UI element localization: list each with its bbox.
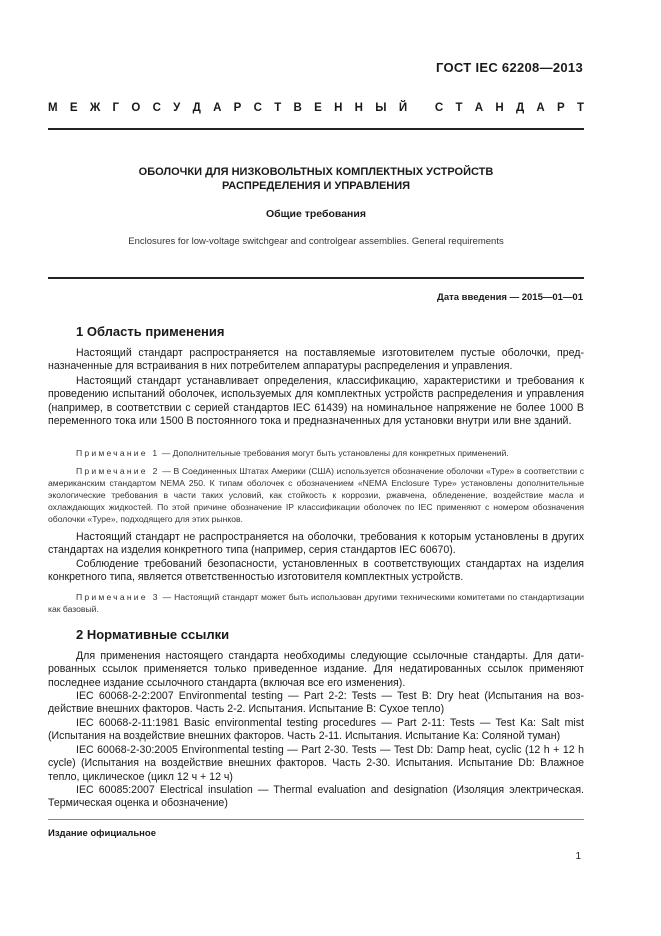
interstate-letter: Н bbox=[354, 102, 363, 114]
interstate-letter: А bbox=[536, 102, 545, 114]
interstate-letter: Ж bbox=[89, 102, 101, 114]
footer-rule bbox=[48, 819, 584, 820]
introduction-date: Дата введения — 2015—01—01 bbox=[437, 292, 583, 303]
section-1-paragraph-2: Настоящий стандарт устанавливает определения, классификацию, характеристики и требования к проведению испытаний оболочек, используемых для комплектных устройств распределения и управления (например, в соответствии с серией стандартов IEC 61439) на номинальное напряжение не более 1000 В переменного тока или 1500 В постоянного тока и предназначенных для установки внутри или вне зданий. bbox=[48, 375, 584, 427]
interstate-letter: Е bbox=[314, 102, 322, 114]
interstate-letter: А bbox=[213, 102, 222, 114]
interstate-letter: Т bbox=[576, 102, 584, 114]
section-2-paragraph-1: Для применения настоящего стандарта необходимы следующие ссылочные стандарты. Для датированных ссылок применяется только приведенное издание. Для недатированных ссылок применяют последнее издание ссылочного стандарта (включая все его изменения). bbox=[48, 650, 584, 689]
title-line-2: РАСПРЕДЕЛЕНИЯ И УПРАВЛЕНИЯ bbox=[221, 180, 411, 192]
interstate-letter: Е bbox=[69, 102, 78, 114]
interstate-letter: Р bbox=[233, 102, 242, 114]
note-2 bbox=[48, 465, 584, 525]
english-title: Enclosures for low-voltage switchgear and controlgear assemblies. General requirements bbox=[128, 236, 504, 247]
reference-iec-60068-2-2: IEC 60068-2-2:2007 Environmental testing — Part 2-2: Tests — Test B: Dry heat (Испытания на воздействие внешних факторов. Часть 2-2. Испытания. Испытание B: Сухое тепло) bbox=[48, 690, 584, 716]
document-subtitle: Общие требования bbox=[266, 208, 366, 220]
section-1-paragraph-4: Соблюдение требований безопасности, установленных в соответствующих стандартах на изделия конкретного типа, является ответственностью изготовителя комплектных устройств. bbox=[48, 558, 584, 584]
header-rule bbox=[48, 128, 584, 130]
title-rule bbox=[48, 277, 584, 279]
edition-label: Издание официальное bbox=[48, 828, 156, 839]
interstate-letter: Ы bbox=[375, 102, 387, 114]
note-1-text: — Дополнительные требования могут быть установлены для конкретных применений. bbox=[159, 448, 509, 458]
reference-iec-60068-2-11: IEC 60068-2-11:1981 Basic environmental testing procedures — Part 2-11: Tests — Test Ka: Salt mist (Испытания на воздействие внешних факторов. Часть 2-11. Испытания. Испытание Ka: Соляной туман) bbox=[48, 717, 584, 743]
interstate-letter: Т bbox=[455, 102, 463, 114]
reference-iec-60068-2-30: IEC 60068-2-30:2005 Environmental testing — Part 2-30. Tests — Test Db: Damp heat, cyclic (12 h + 12 h cycle) (Испытания на воздействие внешних факторов. Часть 2-30. Испытания. Испытание Db: Влажное тепло, циклическое (цикл 12 ч + 12 ч) bbox=[48, 744, 584, 783]
title-line-1: ОБОЛОЧКИ ДЛЯ НИЗКОВОЛЬТНЫХ КОМПЛЕКТНЫХ УСТРОЙСТВ bbox=[138, 166, 494, 178]
interstate-letter: Т bbox=[274, 102, 282, 114]
note-2-label: Примечание 2 bbox=[76, 466, 160, 476]
document-number: ГОСТ IEC 62208—2013 bbox=[436, 60, 583, 75]
note-1 bbox=[48, 447, 584, 459]
interstate-letter: С bbox=[253, 102, 262, 114]
interstate-letter: Д bbox=[515, 102, 525, 114]
interstate-letter: А bbox=[474, 102, 484, 114]
interstate-letter: В bbox=[293, 102, 302, 114]
interstate-letter: Р bbox=[557, 102, 565, 114]
interstate-letter: Н bbox=[495, 102, 504, 114]
reference-iec-60085: IEC 60085:2007 Electrical insulation — Thermal evaluation and designation (Изоляция электрическая. Термическая оценка и обозначение) bbox=[48, 784, 584, 810]
note-3 bbox=[48, 591, 584, 615]
interstate-letter: С bbox=[434, 102, 444, 114]
note-3-text: — Настоящий стандарт может быть использован другими техническими комитетами по стандартизации как базовый. bbox=[48, 592, 585, 614]
section-2-heading: 2 Нормативные ссылки bbox=[76, 627, 230, 642]
note-1-label: Примечание 1 bbox=[76, 448, 160, 458]
interstate-letter: Г bbox=[112, 102, 120, 114]
note-3-label: Примечание 3 bbox=[76, 592, 160, 602]
page-number: 1 bbox=[575, 851, 581, 862]
interstate-letter bbox=[419, 102, 422, 114]
interstate-letter: Н bbox=[334, 102, 343, 114]
interstate-standard-heading bbox=[48, 102, 584, 114]
interstate-letter: Д bbox=[192, 102, 201, 114]
interstate-letter: О bbox=[131, 102, 141, 114]
interstate-letter: У bbox=[173, 102, 181, 114]
interstate-letter: Й bbox=[398, 102, 408, 114]
interstate-letter: С bbox=[152, 102, 161, 114]
section-1-paragraph-1: Настоящий стандарт распространяется на поставляемые изготовителем пустые оболочки, предназначенные для встраивания в них потребителем аппаратуры распределения и управления. bbox=[48, 347, 584, 373]
section-1-heading: 1 Область применения bbox=[76, 324, 225, 339]
document-title bbox=[48, 165, 584, 193]
note-2-text: — В Соединенных Штатах Америки (США) используется обозначение оболочки «Type» в соответствии с американским стандартом NEMA 250. К типам оболочек с обозначением «NEMA Enclosure Type» установлены дополнительные экологические требования в части таких условий, как стойкость к коррозии, ржавчена, обледенение, воздействие масла и охлаждающих жидкостей. По этой причине обозначение IP классификации оболочек по IEC применяют с номером обозначения оболочки «Type», подходящего для этих рынков. bbox=[48, 466, 584, 524]
interstate-letter: М bbox=[48, 102, 58, 114]
section-1-paragraph-3: Настоящий стандарт не распространяется на оболочки, требования к которым установлены в других стандартах на изделия конкретного типа (например, серия стандартов IEC 60670). bbox=[48, 531, 584, 557]
